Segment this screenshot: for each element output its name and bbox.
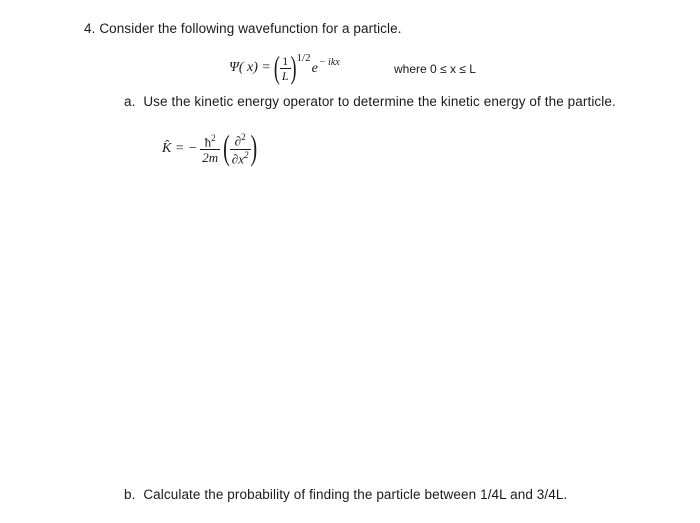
part-b-text: Calculate the probability of finding the particle between 1/4L and 3/4L. (143, 487, 568, 502)
part-a-label: a. (124, 94, 136, 109)
hbar-symbol: ħ (204, 134, 212, 150)
hbar-exponent: 2 (211, 132, 216, 143)
partial-x-squared (230, 151, 251, 165)
part-b (124, 487, 567, 502)
part-b-label: b. (124, 487, 136, 502)
partial-exponent: 2 (241, 132, 246, 143)
part-a-text: Use the kinetic energy operator to determine the kinetic energy of the particle. (143, 94, 616, 109)
fraction-denominator: L (281, 68, 289, 83)
hbar-over-2m-fraction (200, 134, 220, 164)
part-a (124, 94, 616, 109)
exponential-base: e (311, 61, 318, 76)
right-paren: ) (250, 128, 258, 168)
wavefunction-lhs: Ψ( x) = (229, 60, 271, 75)
partial-symbol: ∂ (234, 133, 242, 149)
fraction-numerator: 1 (282, 53, 289, 68)
operator-lhs: K̂ = − (162, 141, 198, 156)
left-paren: ( (273, 49, 280, 85)
domain-condition: where 0 ≤ x ≤ L (394, 62, 476, 76)
kinetic-energy-operator (162, 127, 257, 171)
partial-x: ∂x (231, 150, 244, 166)
hbar-squared (203, 134, 218, 148)
x-exponent: 2 (244, 149, 249, 160)
question-prompt: Consider the following wavefunction for a particle. (99, 21, 402, 36)
wavefunction-equation (229, 48, 340, 88)
exponential-power: − ikx (318, 56, 340, 68)
question-header (84, 21, 402, 36)
question-number: 4. (84, 21, 96, 36)
one-over-l-fraction (280, 55, 291, 82)
second-derivative-fraction (230, 133, 251, 165)
left-paren: ( (223, 128, 230, 168)
two-m: 2m (202, 150, 219, 166)
power-half: 1/2 (296, 52, 311, 64)
right-paren: ) (290, 49, 297, 85)
partial-squared (233, 133, 248, 147)
